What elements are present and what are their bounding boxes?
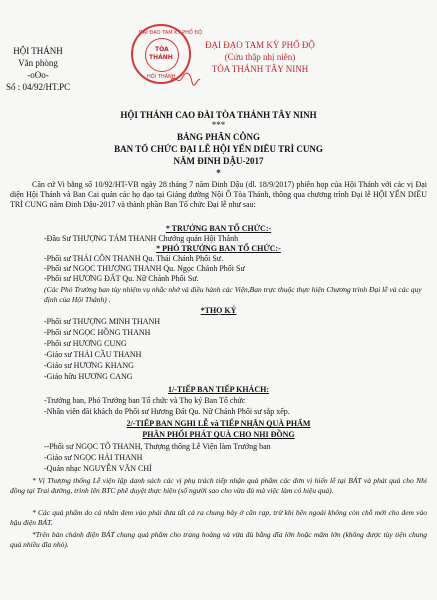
list-item: -Phối sư HƯƠNG CUNG (44, 339, 127, 348)
seal-bottom-text: HỘI THÁNH (147, 74, 176, 80)
note-paragraph: *Trên bàn chánh điện BÁT chung quả phẩm cho trang hoàng và vừa đủ bằng dĩa lớn hoặc mâm lớn (không được tùy tiện chung quả nhiều dĩa nhỏ). (10, 530, 427, 549)
list-item: -Phối sư THƯỢNG MINH THANH (44, 317, 161, 326)
heading-line3: NĂM ĐINH DẬU-2017 (173, 156, 264, 166)
list-item: -Quản nhạc NGUYỄN VĂN CHÍ (44, 464, 152, 473)
list-item: -Giáo sư THÁI CẦU THANH (44, 350, 142, 359)
list-item: -Nhân viên đãi khách do Phối sư Hương Đất Qu. Nữ Chánh Phối sư sắp xếp. (44, 407, 290, 416)
heading-org: HỘI THÁNH CAO ĐÀI TÒA THÁNH TÂY NINH (120, 110, 317, 120)
header-right-subtitle: (Cửu thập nhị niên) (224, 52, 296, 62)
note-paragraph: * Các quà phẩm do cá nhân đem vào phải đưa tất cả ra chung bày ở căn rạp, trừ khi bên ngoài không còn chỗ mới cho đem vào hậu điện BÁT. (10, 508, 427, 527)
deputy-note: (Các Phó Trưởng ban tùy nhiệm vụ nhắc nhở và điều hành các Viện,Ban trực thuộc thực hiện Chương trình Đại lễ và các quy định của Hội Thánh) . (44, 285, 422, 304)
intro-paragraph: Căn cứ Vi bằng số 10/92/HT-VB ngày 28 tháng 7 năm Đinh Dậu (dl. 18/9/2017) phiên họp của Hội Thánh với các vị Đại diện Hội Thánh và Ban Cai quản các họ đạo tại Giảng đường Nội Ô Tòa Thánh, thông qua chương trình Đại lễ HỘI YẾN DIÊU TRÌ CUNG năm Đinh Dậu-2017 và thành phần Ban Tổ chức Đại lễ như sau: (10, 180, 427, 209)
heading-title: BẢNG PHÂN CÔNG (177, 132, 260, 142)
header-office: Văn phòng (18, 58, 58, 68)
document-number: Số : 04/92/HT.PC (6, 82, 71, 92)
list-item: --Phối sư NGỌC TÔ THANH, Thượng thống Lễ Viện làm Trưởng ban (44, 442, 271, 451)
seal-center-2: THÁNH (149, 54, 173, 61)
heading-line2: BAN TỔ CHỨC ĐẠI LỄ HỘI YẾN DIÊU TRÌ CUNG (114, 144, 323, 154)
list-item: -Giáo sư NGỌC HẢI THANH (44, 453, 143, 462)
heading-star: * (216, 168, 221, 178)
section-truong-ban: * TRƯỞNG BAN TỔ CHỨC:- (165, 224, 272, 233)
header-separator: -oOo- (27, 70, 49, 80)
section-tho-ky: *THỌ KÝ (200, 306, 237, 315)
list-item: -Đầu Sư THƯỢNG TÁM THANH Chưởng quản Hội Thánh (44, 234, 239, 243)
seal-center-1: TÒA (155, 46, 169, 53)
section-tiep-khach: 1/-TIẾP BAN TIẾP KHÁCH: (168, 385, 269, 394)
header-right-title: ĐẠI ĐẠO TAM KỲ PHỔ ĐỘ (205, 40, 315, 50)
list-item: -Phối sư HƯƠNG ĐẤT Qu. Nữ Chánh Phối Sư. (44, 274, 199, 283)
list-item: -Giáo sư HƯƠNG KHANG (44, 361, 134, 370)
list-item: -Phối sư THÁI CÔN THANH Qu. Thái Chánh Phối Sư. (44, 254, 224, 263)
list-item: -Phối sư NGỌC HỒNG THANH (44, 328, 151, 337)
section-nghi-le-subtitle: PHÂN PHỐI PHÁT QUÀ CHO NHI ĐỒNG (142, 430, 295, 439)
note-paragraph: * Vị Thượng thống Lễ viện lập danh sách các vị phụ trách tiếp nhận quà phẩm các đơn vị hiến lễ tại BÁT và phát quà cho Nhi đồng tại Trai đường, trình lên BTC phê duyệt thực hiện (số người sao cho vừa đủ mà việc làm có hiệu quả). (10, 476, 427, 495)
section-pho-truong-ban: * PHÓ TRƯỞNG BAN TỔ CHỨC:- (156, 244, 281, 253)
seal-ring-text: ĐẠI ĐẠO TAM KỲ PHỔ ĐỘ (139, 30, 203, 36)
list-item: -Giáo hữu HƯƠNG CANG (44, 372, 133, 381)
list-item: -Phối sư NGỌC THƯỢNG THANH Qu. Ngọc Chánh Phối Sư (44, 264, 245, 273)
list-item: -Trưởng ban, Phó Trưởng ban Tổ chức và Thọ ký Ban Tổ chức (44, 396, 246, 405)
header-right-place: TÒA THÁNH TÂY NINH (211, 64, 309, 74)
section-nghi-le: 2/-TIẾP BAN NGHI LỄ và TIẾP NHẬN QUÀ PHẨM (126, 419, 311, 428)
heading-stars: *** (211, 120, 226, 130)
header-org: HỘI THÁNH (13, 46, 63, 56)
